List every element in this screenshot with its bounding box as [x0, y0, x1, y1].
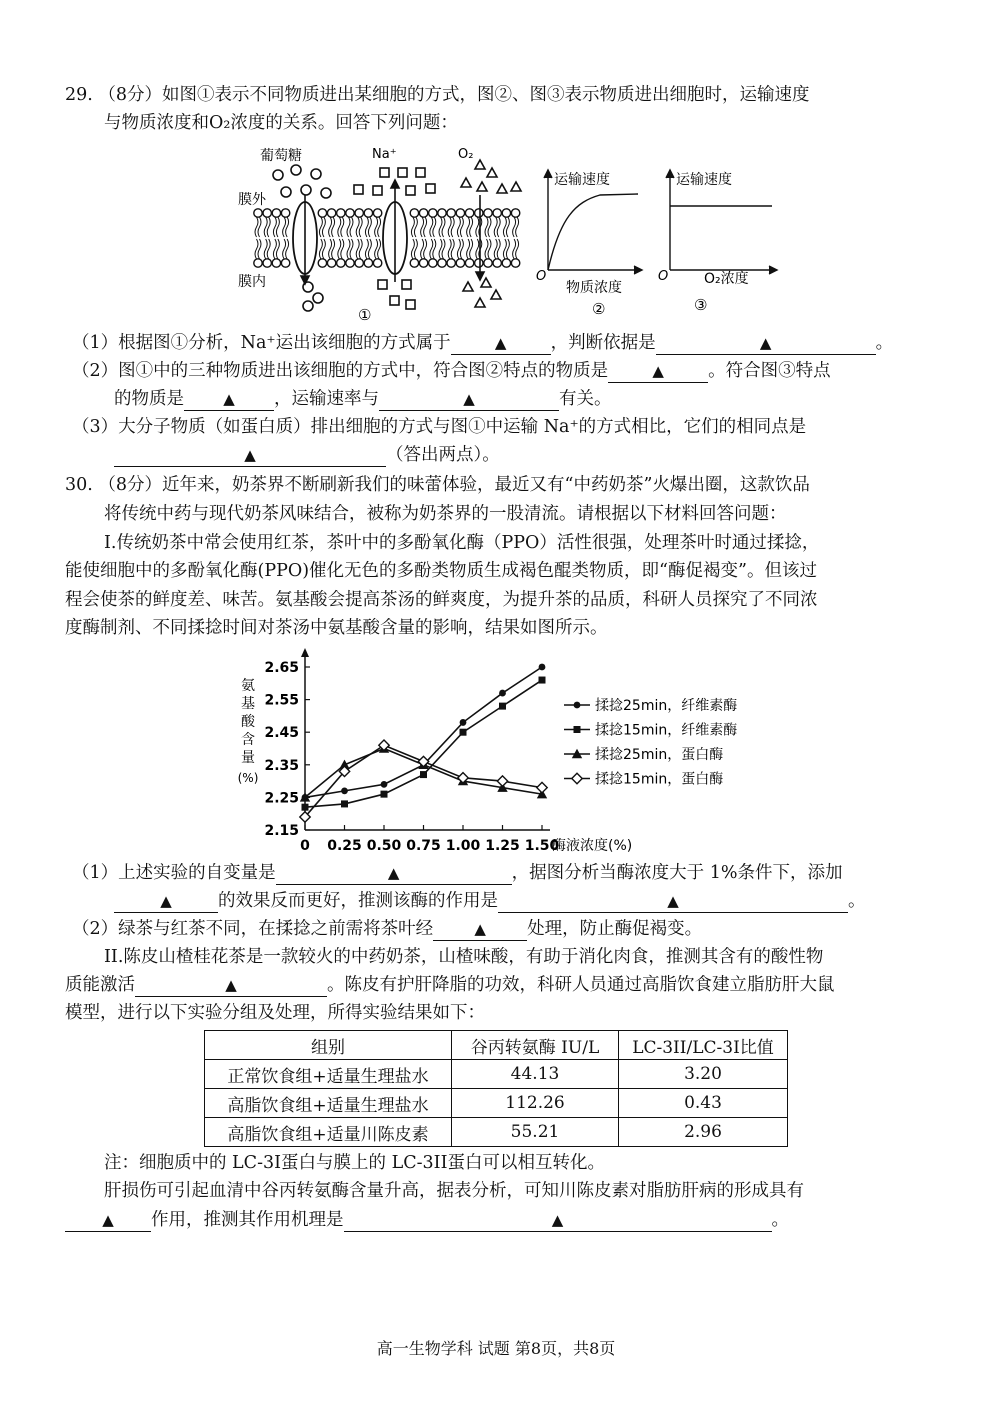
graph3-xlabel: O₂浓度	[704, 271, 749, 287]
q30-sub1-cont: ▲ 的效果反而更好，推测该酶的作用是 ▲ 。	[114, 888, 866, 914]
data-point	[418, 756, 428, 766]
phospholipid-head	[263, 209, 271, 217]
q29-header2: 与物质浓度和O₂浓度的关系。回答下列问题：	[104, 113, 458, 133]
table-cell: 0.43	[619, 1089, 788, 1118]
chart-axes	[238, 648, 633, 854]
graph3-ylabel: 运输速度	[676, 172, 732, 188]
phospholipid-head	[429, 259, 437, 267]
q30-p6: 质能激活 ▲ 。陈皮有护肝降脂的功效，科研人员通过高脂饮食建立脂肪肝大鼠	[65, 975, 835, 995]
phospholipid-head	[364, 259, 372, 267]
table-cell: 112.26	[452, 1089, 619, 1118]
series-1	[302, 677, 546, 811]
q29-sub1: （1）根据图①分析，Na⁺运出该细胞的方式属于 ▲ ，判断依据是 ▲ 。	[72, 333, 894, 353]
table-cell: 44.13	[452, 1060, 619, 1089]
series-3	[300, 740, 547, 822]
q30-header: 30. （8分）近年来，奶茶界不断刷新我们的味蕾体验，最近又有“中药奶茶”火爆出圈，这款饮品	[65, 475, 810, 495]
data-point	[341, 787, 348, 794]
x-tick-label: 0	[300, 838, 310, 854]
phospholipid-tail	[283, 239, 289, 259]
y-tick-label: 2.25	[264, 790, 299, 807]
phospholipid-tail	[283, 217, 289, 237]
phospholipid-head	[410, 259, 418, 267]
phospholipid-head	[327, 209, 335, 217]
phospholipid-head	[272, 209, 280, 217]
data-point	[499, 690, 506, 697]
series-0	[302, 664, 546, 801]
chart-legend	[564, 697, 737, 788]
phospholipid-head	[438, 209, 446, 217]
graph3-origin: O	[658, 269, 669, 284]
answer-blank-8[interactable]: ▲	[114, 890, 218, 913]
o2-molecules-outside	[461, 160, 521, 193]
glucose-label: 葡萄糖	[260, 148, 302, 164]
phospholipid-tail	[421, 217, 427, 237]
phospholipid-head	[484, 209, 492, 217]
phospholipid-tail	[264, 217, 270, 237]
q30-note: 注：细胞质中的 LC-3I蛋白与膜上的 LC-3II蛋白可以相互转化。	[104, 1153, 605, 1173]
data-point	[460, 719, 467, 726]
phospholipid-head	[281, 209, 289, 217]
answer-blank-3[interactable]: ▲	[608, 360, 708, 383]
graph2-label: ②	[592, 300, 606, 318]
amino-acid-chart	[230, 645, 770, 860]
phospholipid-tail	[513, 217, 519, 237]
phospholipid-tail	[421, 239, 427, 259]
data-point	[537, 782, 547, 792]
phospholipid-tail	[476, 217, 482, 237]
phospholipid-head	[327, 259, 335, 267]
phospholipid-tail	[457, 239, 463, 259]
phospholipid-tail	[329, 239, 335, 259]
phospholipid-tail	[439, 239, 445, 259]
answer-blank-7[interactable]: ▲	[276, 862, 512, 885]
q29-header: 29. （8分）如图①表示不同物质进出某细胞的方式，图②、图③表示物质进出细胞时，运输速度	[65, 85, 810, 105]
phospholipid-tail	[467, 217, 473, 237]
x-axis-label: 酶液浓度(%)	[552, 838, 633, 854]
legend-label: 揉捻25min，蛋白酶	[595, 747, 724, 763]
graph3-label: ③	[694, 296, 708, 314]
answer-blank-5[interactable]: ▲	[379, 388, 559, 411]
phospholipid-head	[456, 209, 464, 217]
phospholipid-tail	[411, 217, 417, 237]
phospholipid-tail	[338, 239, 344, 259]
phospholipid-tail	[255, 239, 261, 259]
phospholipid-tail	[485, 239, 491, 259]
phospholipid-tail	[375, 239, 381, 259]
phospholipid-head	[511, 209, 519, 217]
legend-item	[564, 697, 737, 714]
phospholipid-tail	[494, 217, 500, 237]
membrane-transport-figure	[230, 140, 790, 325]
q29-sub2-cont: 的物质是 ▲ ，运输速率与 ▲ 有关。	[114, 389, 612, 409]
x-tick-label: 0.75	[406, 838, 441, 854]
q30-sub2: （2）绿茶与红茶不同，在揉捻之前需将茶叶经 ▲ 处理，防止酶促褐变。	[72, 919, 703, 939]
phospholipid-head	[456, 259, 464, 267]
phospholipid-head	[502, 259, 510, 267]
q29-sub3: （3）大分子物质（如蛋白质）排出细胞的方式与图①中运输 Na⁺的方式相比，它们的相同点是	[72, 417, 807, 437]
o2-label: O₂	[458, 147, 474, 162]
phospholipid-head	[355, 209, 363, 217]
chart-series	[300, 664, 547, 823]
q30-p1: I.传统奶茶中常会使用红茶，茶叶中的多酚氧化酶（PPO）活性很强，处理茶叶时通过揉捻，	[104, 533, 820, 553]
phospholipid-tail	[273, 217, 279, 237]
phospholipid-head	[419, 209, 427, 217]
table-cell: 3.20	[619, 1060, 788, 1089]
data-point	[574, 702, 581, 709]
phospholipid-head	[337, 259, 345, 267]
data-point	[572, 773, 582, 783]
phospholipid-head	[429, 209, 437, 217]
answer-blank-9[interactable]: ▲	[498, 890, 848, 913]
phospholipid-head	[447, 259, 455, 267]
phospholipid-head	[272, 259, 280, 267]
inside-label: 膜内	[238, 274, 266, 290]
phospholipid-head	[438, 259, 446, 267]
data-point	[381, 791, 388, 798]
phospholipid-head	[355, 259, 363, 267]
glucose-molecules-outside	[273, 165, 331, 198]
table-header: 组别	[205, 1031, 452, 1060]
legend-label: 揉捻25min，纤维素酶	[595, 698, 738, 714]
phospholipid-tail	[338, 217, 344, 237]
data-point	[460, 729, 467, 736]
q30-p2: 能使细胞中的多酚氧化酶(PPO)催化无色的多酚类物质生成褐色醌类物质，即“酶促褐变”。但该过	[65, 561, 817, 581]
q29-sub2: （2）图①中的三种物质进出该细胞的方式中，符合图②特点的物质是 ▲ 。符合图③特点	[72, 361, 831, 381]
phospholipid-tail	[503, 217, 509, 237]
phospholipid-head	[419, 259, 427, 267]
phospholipid-tail	[503, 239, 509, 259]
phospholipid-tail	[347, 217, 353, 237]
membrane-bilayer-diagram	[238, 147, 521, 324]
q30-p5: II.陈皮山楂桂花茶是一款较火的中药奶茶，山楂味酸，有助于消化肉食，推测其含有的酸性物	[104, 947, 824, 967]
phospholipid-head	[465, 209, 473, 217]
phospholipid-tail	[411, 239, 417, 259]
phospholipid-tail	[375, 217, 381, 237]
phospholipid-tail	[494, 239, 500, 259]
phospholipid-tail	[467, 239, 473, 259]
phospholipid-head	[493, 209, 501, 217]
phospholipid-tail	[448, 239, 454, 259]
phospholipid-tail	[457, 217, 463, 237]
legend-item	[564, 771, 723, 788]
data-point	[539, 677, 546, 684]
phospholipid-head	[447, 209, 455, 217]
phospholipid-head	[465, 259, 473, 267]
legend-label: 揉捻15min，蛋白酶	[595, 771, 724, 788]
na-label: Na⁺	[372, 147, 397, 162]
glucose-molecules-inside	[303, 282, 323, 311]
phospholipid-head	[475, 209, 483, 217]
answer-blank-10[interactable]: ▲	[433, 918, 527, 941]
table-header: 谷丙转氨酶 IU/L	[452, 1031, 619, 1060]
data-point	[499, 703, 506, 710]
legend-item	[564, 746, 723, 763]
y-tick-label: 2.15	[264, 823, 299, 839]
phospholipid-head	[511, 259, 519, 267]
phospholipid-head	[484, 259, 492, 267]
phospholipid-head	[502, 209, 510, 217]
outside-label: 膜外	[238, 192, 266, 208]
phospholipid-head	[346, 209, 354, 217]
q30-p8: 肝损伤可引起血清中谷丙转氨酶含量升高，据表分析，可知川陈皮素对脂肪肝病的形成具有	[104, 1181, 804, 1201]
data-point	[379, 740, 389, 750]
q30-sub1: （1）上述实验的自变量是 ▲ ，据图分析当酶浓度大于 1%条件下，添加	[72, 863, 843, 883]
data-point	[420, 771, 427, 778]
table-header: LC-3II/LC-3I比值	[619, 1031, 788, 1060]
phospholipid-head	[373, 209, 381, 217]
phospholipid-tail	[485, 217, 491, 237]
table-cell: 高脂饮食组+适量川陈皮素	[205, 1118, 452, 1147]
data-point	[539, 664, 546, 671]
phospholipid-tail	[329, 217, 335, 237]
phospholipid-tail	[255, 217, 261, 237]
phospholipid-tail	[264, 239, 270, 259]
phospholipid-tail	[356, 217, 362, 237]
y-tick-label: 2.35	[264, 757, 299, 774]
table-cell: 高脂饮食组+适量生理盐水	[205, 1089, 452, 1118]
phospholipid-tail	[513, 239, 519, 259]
phospholipid-tail	[273, 239, 279, 259]
phospholipid-head	[281, 259, 289, 267]
phospholipid-tail	[448, 217, 454, 237]
na-ions-inside	[378, 280, 415, 309]
table-row	[205, 1060, 788, 1089]
phospholipid-head	[318, 259, 326, 267]
q30-p4: 度酶制剂、不同揉捻时间对茶汤中氨基酸含量的影响，结果如图所示。	[65, 618, 608, 638]
graph2-origin: O	[536, 269, 547, 284]
data-point	[574, 726, 581, 733]
phospholipid-tail	[365, 217, 371, 237]
data-point	[341, 800, 348, 807]
phospholipid-head	[337, 209, 345, 217]
phospholipid-head	[364, 209, 372, 217]
phospholipid-tail	[476, 239, 482, 259]
answer-blank-6[interactable]: ▲	[114, 444, 386, 467]
x-tick-label: 1.25	[485, 838, 520, 854]
table-cell: 2.96	[619, 1118, 788, 1147]
q30-p7: 模型，进行以下实验分组及处理，所得实验结果如下：	[65, 1003, 485, 1023]
phospholipid-tail	[430, 239, 436, 259]
table-row	[205, 1118, 788, 1147]
phospholipid-tail	[319, 239, 325, 259]
legend-item	[564, 722, 737, 739]
phospholipid-tail	[430, 217, 436, 237]
figure1-label: ①	[358, 306, 372, 324]
answer-blank-13[interactable]: ▲	[344, 1209, 772, 1232]
phospholipid-head	[254, 259, 262, 267]
result-table	[204, 1030, 788, 1147]
phospholipid-tail	[347, 239, 353, 259]
o2-molecules-inside	[463, 278, 501, 307]
table-cell: 55.21	[452, 1118, 619, 1147]
y-tick-label: 2.65	[264, 660, 299, 676]
phospholipid-tail	[319, 217, 325, 237]
phospholipid-tail	[356, 239, 362, 259]
answer-blank-11[interactable]: ▲	[135, 974, 327, 997]
x-tick-label: 1.00	[445, 838, 481, 854]
q30-p9: ▲ 作用，推测其作用机理是 ▲ 。	[65, 1207, 789, 1233]
x-tick-label: 1.50	[524, 838, 560, 854]
legend-label: 揉捻15min，纤维素酶	[595, 722, 738, 739]
phospholipid-head	[318, 209, 326, 217]
answer-blank-4[interactable]: ▲	[184, 388, 274, 411]
table-cell: 正常饮食组+适量生理盐水	[205, 1060, 452, 1089]
x-tick-label: 0.25	[327, 838, 362, 854]
phospholipid-head	[263, 259, 271, 267]
phospholipid-head	[346, 259, 354, 267]
answer-blank-12[interactable]: ▲	[65, 1209, 151, 1232]
answer-blank-1[interactable]: ▲	[451, 332, 551, 355]
q30-p3: 程会使茶的鲜度差、味苦。氨基酸会提高茶汤的鲜爽度，为提升茶的品质，科研人员探究了不同浓	[65, 590, 818, 610]
table-header-row	[205, 1031, 788, 1060]
phospholipid-head	[254, 209, 262, 217]
graph2-xlabel: 物质浓度	[566, 280, 622, 296]
data-point	[497, 776, 507, 786]
q30-header2: 将传统中药与现代奶茶风味结合，被称为奶茶界的一股清流。请根据以下材料回答问题：	[104, 504, 787, 524]
table-row	[205, 1089, 788, 1118]
data-point	[302, 804, 309, 811]
graph2-ylabel: 运输速度	[554, 172, 610, 188]
q29-sub3-cont: ▲ （答出两点）。	[114, 442, 500, 468]
y-axis-label: 氨基酸含量(%)	[237, 678, 259, 785]
graph2-curve	[548, 194, 638, 270]
data-point	[381, 781, 388, 788]
phospholipid-tail	[439, 217, 445, 237]
phospholipid-head	[493, 259, 501, 267]
y-tick-label: 2.55	[264, 692, 299, 709]
phospholipid-head	[373, 259, 381, 267]
answer-blank-2[interactable]: ▲	[656, 332, 876, 355]
x-tick-label: 0.50	[366, 838, 402, 854]
page-footer: 高一生物学科 试题 第8页，共8页	[376, 1339, 616, 1358]
phospholipid-head	[475, 259, 483, 267]
y-tick-label: 2.45	[264, 725, 299, 742]
phospholipid-head	[410, 209, 418, 217]
phospholipid-tail	[365, 239, 371, 259]
y-axis-arrow	[301, 648, 309, 657]
